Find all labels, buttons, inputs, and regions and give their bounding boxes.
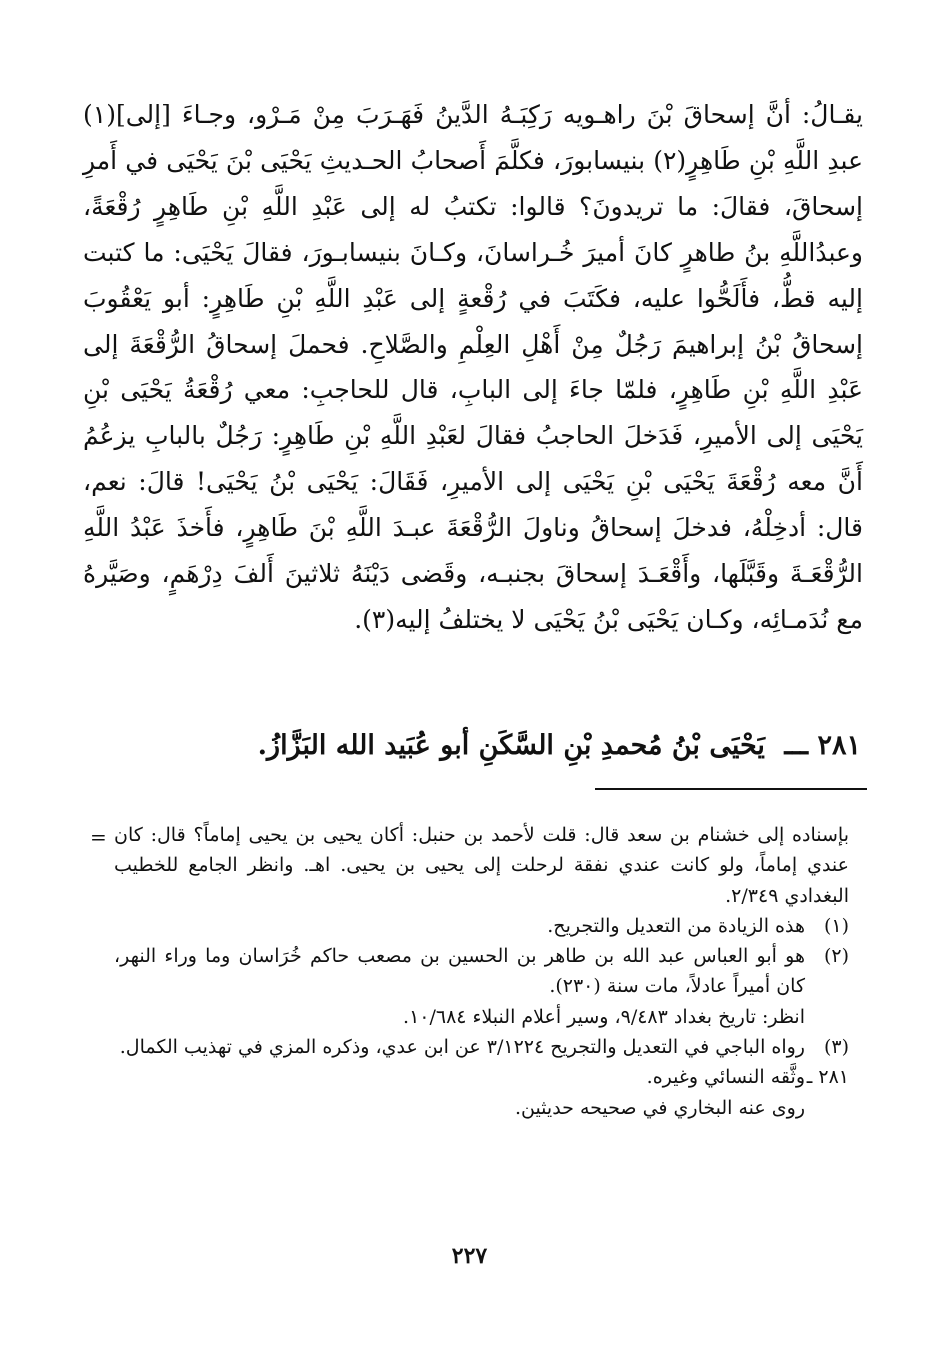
footnote-text: هذه الزيادة من التعديل والتجريح.: [547, 914, 805, 937]
footnote-divider: [595, 788, 867, 790]
footnote-text: رواه الباجي في التعديل والتجريح ٣/١٢٢٤ عن ابن عدي، وذكره المزي في تهذيب الكمال.: [119, 1036, 805, 1059]
main-text: يقـالُ: أنَّ إسحاقَ بْنَ راهـويه رَكِبَـهُ الدَّينُ فَهَـرَبَ مِنْ مَـرْو، وجـاءَ [إلى](١) عبدِ اللَّهِ بْنِ طَاهِرٍ(٢) بنيسابورَ، فكلَّمَ أَصحابُ الحـديثِ يَحْيَى بْنَ يَحْيَى في أَمرِ إسحاقَ، فقالَ: ما تريدونَ؟ قالوا: تكتبُ له إلى عَبْدِ اللَّهِ بْنِ طَاهِرٍ رُقْعَةً، وعبدُاللَّهِ بنُ طاهرٍ كانَ أميرَ خُـراسانَ، وكـانَ بنيسابـورَ، فقالَ يَحْيَى: ما كتبت إليه قطُّ، فأَلَحُّوا عليه، فكَتَبَ في رُقْعةٍ إلى عَبْدِ اللَّهِ بْنِ طَاهِرٍ: أبو يَعْقُوبَ إسحاقُ بْنُ إبراهيمَ رَجُلٌ مِنْ أَهْلِ العِلْمِ والصَّلاحِ. فحملَ إسحاقُ الرُّقْعَةَ إلى عَبْدِ اللَّهِ بْنِ طَاهِرٍ، فلمّا جاءَ إلى البابِ، قال للحاجبِ: معي رُقْعَةُ يَحْيَى بْنِ يَحْيَى إلى الأميرِ، فَدَخلَ الحاجبُ فقالَ لعَبْدِ اللَّهِ بْنِ طَاهِرٍ: رَجُلٌ بالبابِ يزعُمُ أَنَّ معه رُقْعَةَ يَحْيَى بْنِ يَحْيَى إلى الأميرِ، فَقَالَ: يَحْيَى بْنُ يَحْيَى! قالَ: نعم، قال: أدخِلْهُ، فدخلَ إسحاقُ وناولَ الرُّقْعَةَ عبـدَ اللَّهِ بْنَ طَاهِرٍ، فأَخذَ عَبْدُ اللَّهِ الرُّقْعَـةَ وقَبَّلَها، وأَقْعَـدَ إسحاقَ بجنبـه، وقَضى دَيْنَهُ ثلاثينَ أَلفَ دِرْهَمٍ، وصَيَّرهُ مع نُدَمـائِه، وكـان يَحْيَى بْنُ يَحْيَى لا يختلفُ إليه(٣).: [83, 100, 863, 634]
entry-heading: [81, 720, 861, 772]
footnote-text: هو أبو العباس عبد الله بن طاهر بن الحسين بن مصعب حاكم خُرَاسان وما وراء النهر، كان أميراً عادلاً، مات سنة (٢٣٠).: [114, 945, 805, 998]
footnotes: [114, 820, 849, 1123]
entry-title: يَحْيَى بْنُ مُحمدِ بْنِ السَّكَنِ أبو عُبَيد الله البَزَّازُ.: [257, 730, 765, 761]
footnote-1: [114, 911, 849, 941]
footnote-2: [114, 941, 849, 1002]
footnote-3: [114, 1032, 849, 1062]
continuation-marker: =: [90, 825, 107, 849]
footnote-entry-281: [114, 1062, 849, 1092]
footnote-label: ٢٨١ ـ: [806, 1066, 849, 1089]
entry-number: ٢٨١ ـــ: [784, 730, 861, 761]
footnote-label: (٢): [823, 945, 849, 968]
footnote-text: وثَّقه النسائي وغيره.: [646, 1066, 805, 1089]
footnote-2-reference: انظر: تاريخ بغداد ٩/٤٨٣، وسير أعلام النبلاء ١٠/٦٨٤.: [403, 1005, 805, 1028]
footnote-label: (٣): [823, 1036, 849, 1059]
footnote-entry-281-extra: روى عنه البخاري في صحيحه حديثين.: [514, 1096, 805, 1119]
page-number: ٢٢٧: [451, 1243, 488, 1269]
footnote-label: (١): [823, 914, 849, 937]
footnote-continuation: بإسناده إلى خشنام بن سعد قال: قلت لأحمد بن حنبل: أكان يحيى بن يحيى إماماً؟ قال: كان عندي إماماً، ولو كانت عندي نفقة لرحلت إلى يحيى بن يحيى. اهـ. وانظر الجامع للخطيب البغدادي ٢/٣٤٩.: [114, 824, 849, 907]
